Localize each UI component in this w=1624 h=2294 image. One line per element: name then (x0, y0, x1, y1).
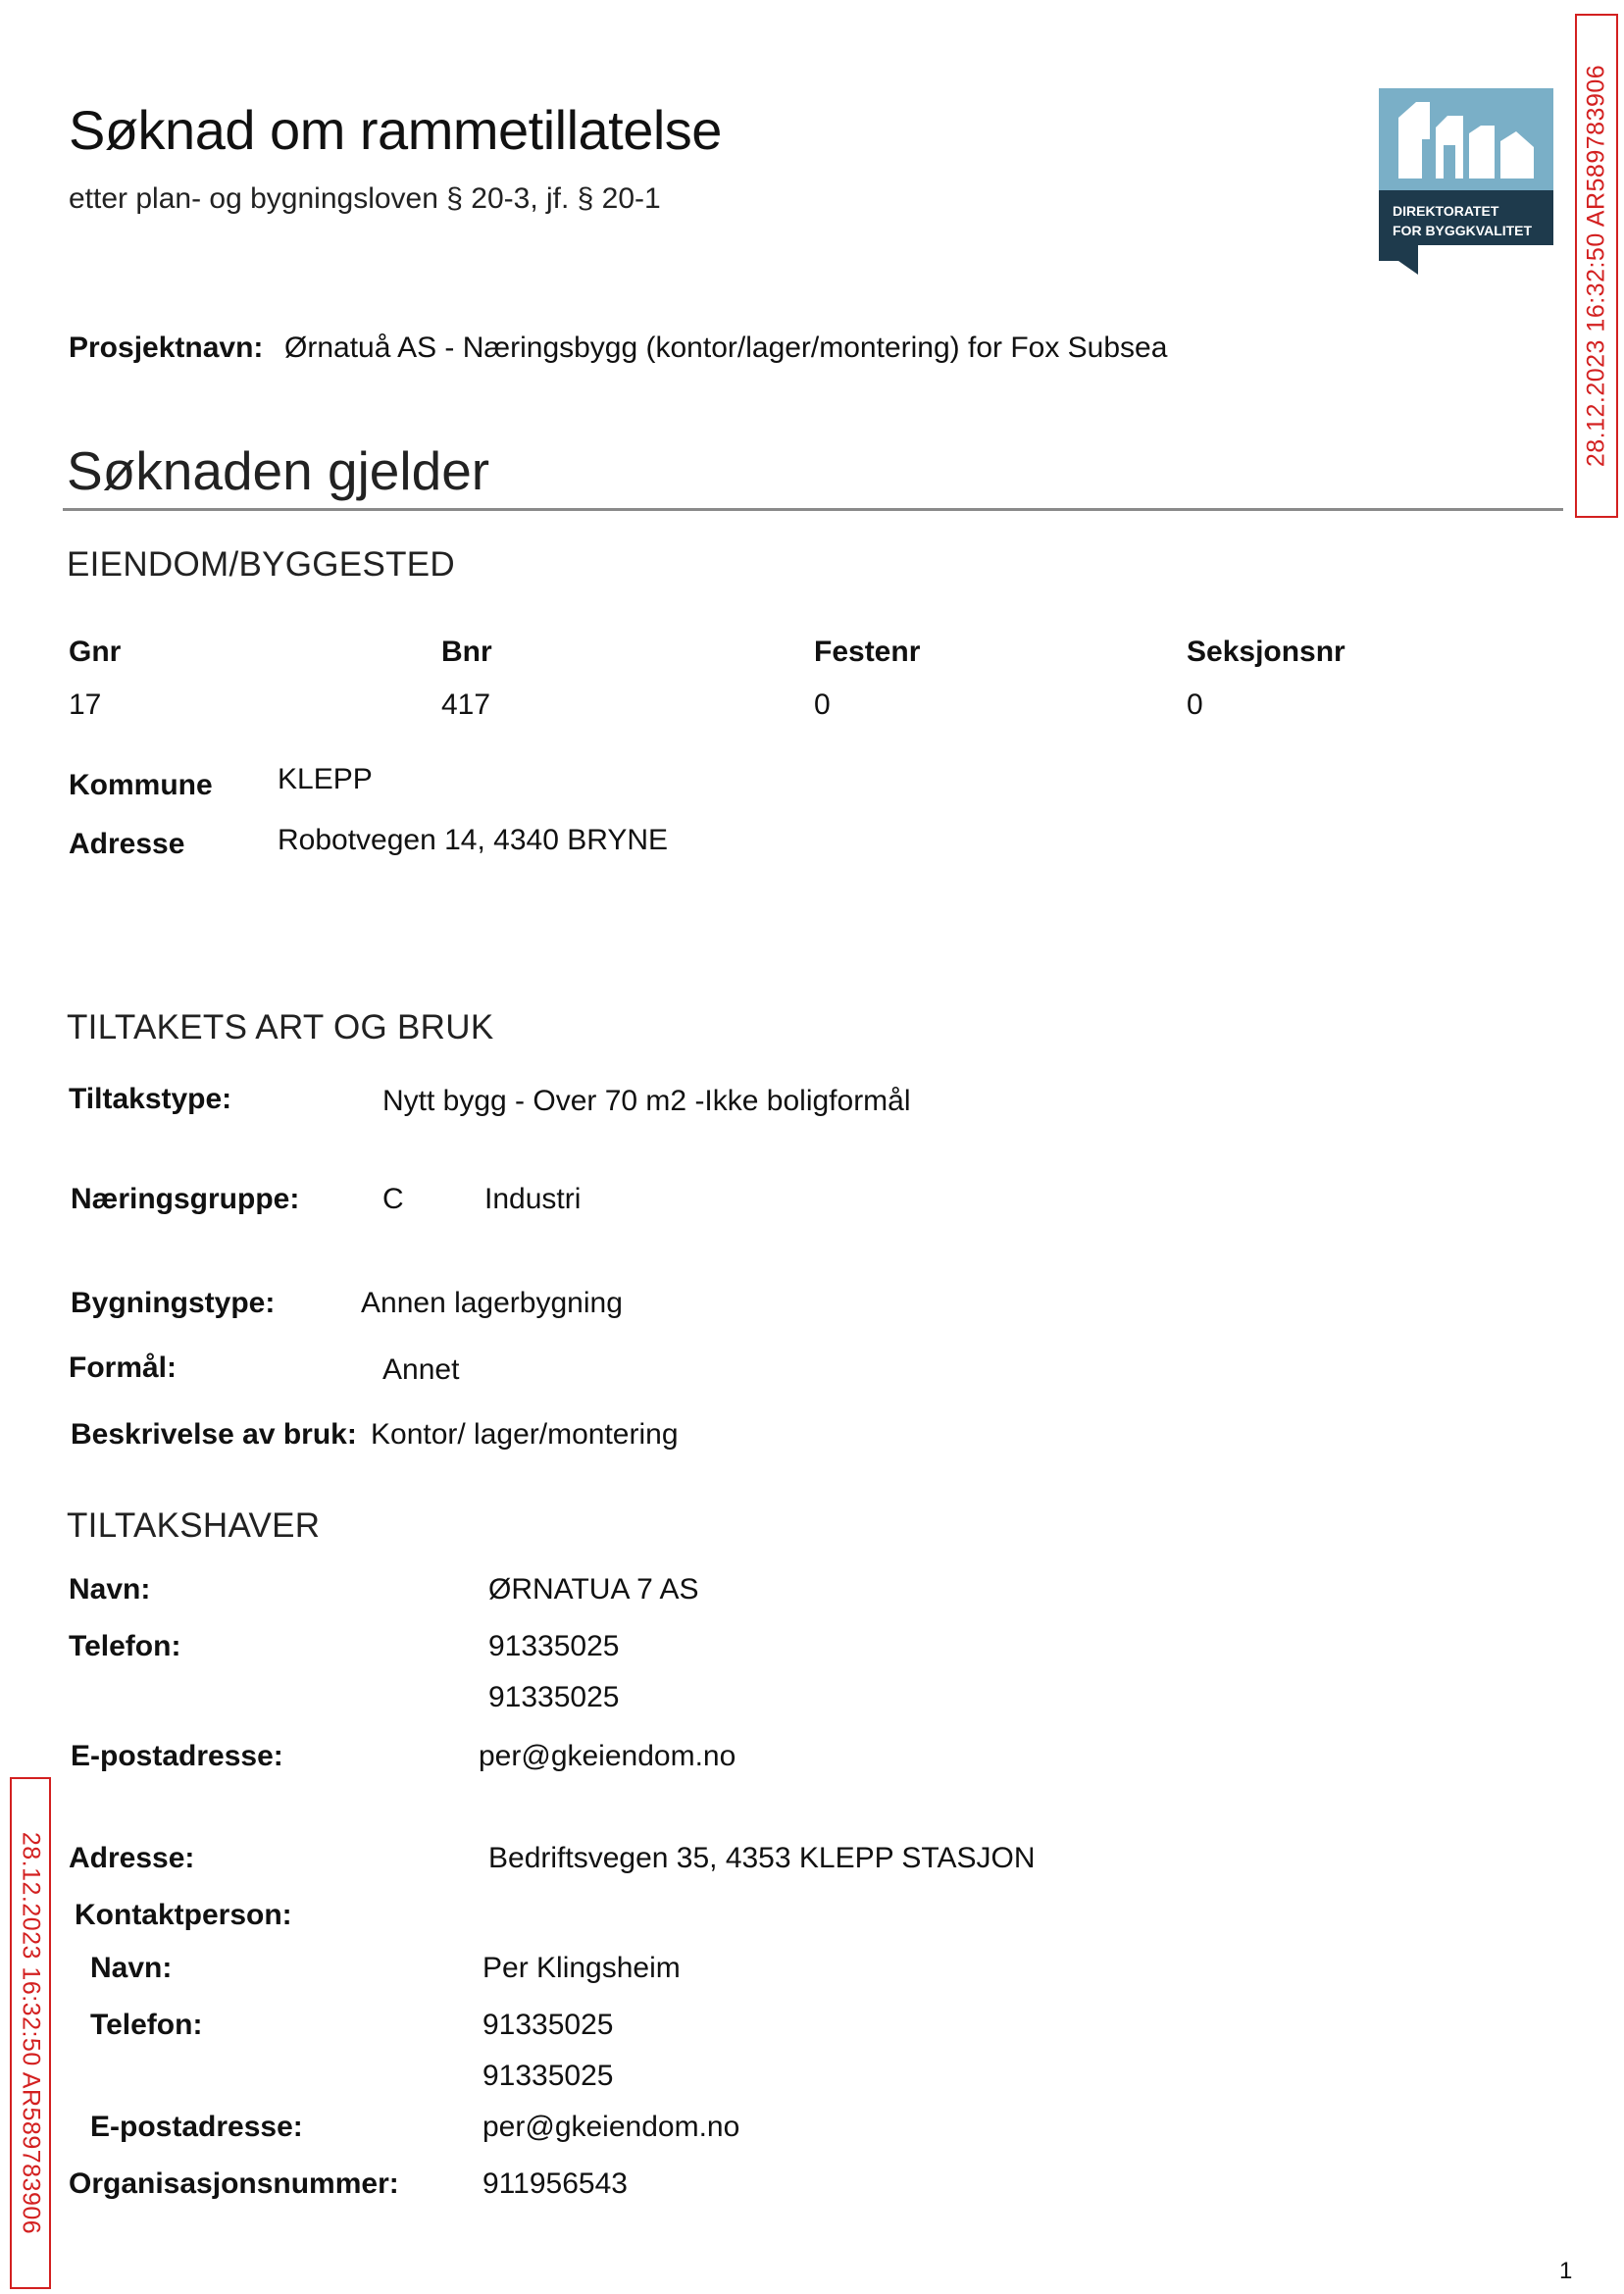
telefon-value-1: 91335025 (488, 1630, 620, 1662)
orgnr-value: 911956543 (482, 2167, 628, 2200)
svg-text:FOR BYGGKVALITET: FOR BYGGKVALITET (1393, 223, 1533, 238)
kp-navn-value: Per Klingsheim (482, 1952, 681, 1984)
seksjonsnr-value: 0 (1187, 688, 1203, 721)
tiltakshaver-heading: TILTAKSHAVER (67, 1506, 321, 1545)
logo-icon (1379, 88, 1553, 275)
beskrivelse-value: Kontor/ lager/montering (371, 1418, 679, 1451)
receipt-stamp-top (1575, 14, 1618, 518)
seksjonsnr-label: Seksjonsnr (1187, 636, 1345, 668)
navn-label: Navn: (69, 1573, 151, 1606)
section-divider (63, 508, 1563, 511)
th-adresse-label: Adresse: (69, 1842, 195, 1874)
kp-navn-label: Navn: (90, 1952, 173, 1984)
beskrivelse-label: Beskrivelse av bruk: (71, 1418, 357, 1451)
receipt-stamp-bottom (10, 1777, 51, 2289)
kp-telefon-value-1: 91335025 (482, 2009, 614, 2041)
formal-value: Annet (382, 1353, 460, 1386)
stamp-text: 28.12.2023 16:32:50 AR589783906 (1582, 64, 1610, 468)
kontaktperson-label: Kontaktperson: (75, 1899, 292, 1931)
project-name-value: Ørnatuå AS - Næringsbygg (kontor/lager/montering) for Fox Subsea (284, 331, 1168, 364)
naeringsgruppe-label: Næringsgruppe: (71, 1183, 300, 1215)
bnr-value: 417 (441, 688, 491, 721)
gnr-value: 17 (69, 688, 102, 721)
bnr-label: Bnr (441, 636, 492, 668)
epost-value: per@gkeiendom.no (479, 1740, 736, 1772)
property-heading: EIENDOM/BYGGESTED (67, 545, 455, 584)
kp-telefon-value-2: 91335025 (482, 2060, 614, 2092)
tiltakstype-value: Nytt bygg - Over 70 m2 -Ikke boligformål (382, 1085, 911, 1117)
naeringsgruppe-code: C (382, 1183, 404, 1215)
th-adresse-value: Bedriftsvegen 35, 4353 KLEPP STASJON (488, 1842, 1036, 1874)
gnr-label: Gnr (69, 636, 122, 668)
formal-label: Formål: (69, 1351, 178, 1384)
dibk-logo (1379, 88, 1553, 275)
kp-epost-value: per@gkeiendom.no (482, 2111, 740, 2143)
svg-text:DIREKTORATET: DIREKTORATET (1393, 203, 1499, 219)
tiltakstype-label: Tiltakstype: (69, 1083, 232, 1115)
stamp-text: 28.12.2023 16:32:50 AR589783906 (17, 1831, 45, 2235)
kp-telefon-label: Telefon: (90, 2009, 203, 2041)
telefon-value-2: 91335025 (488, 1681, 620, 1713)
epost-label: E-postadresse: (71, 1740, 283, 1772)
kommune-label: Kommune (69, 769, 213, 801)
page-title: Søknad om rammetillatelse (69, 99, 722, 161)
bygningstype-label: Bygningstype: (71, 1287, 276, 1319)
festenr-value: 0 (814, 688, 831, 721)
bygningstype-value: Annen lagerbygning (361, 1287, 623, 1319)
orgnr-label: Organisasjonsnummer: (69, 2167, 399, 2200)
tiltak-heading: TILTAKETS ART OG BRUK (67, 1008, 494, 1046)
page-subtitle: etter plan- og bygningsloven § 20-3, jf. § 20-1 (69, 182, 661, 215)
section-title: Søknaden gjelder (67, 440, 490, 501)
navn-value: ØRNATUA 7 AS (488, 1573, 699, 1606)
festenr-label: Festenr (814, 636, 921, 668)
telefon-label: Telefon: (69, 1630, 181, 1662)
kp-epost-label: E-postadresse: (90, 2111, 303, 2143)
kommune-value: KLEPP (278, 763, 373, 795)
page-number: 1 (1559, 2258, 1573, 2284)
adresse-label: Adresse (69, 828, 185, 860)
naeringsgruppe-value: Industri (484, 1183, 582, 1215)
adresse-value: Robotvegen 14, 4340 BRYNE (278, 824, 669, 856)
project-name-label: Prosjektnavn: (69, 331, 264, 364)
